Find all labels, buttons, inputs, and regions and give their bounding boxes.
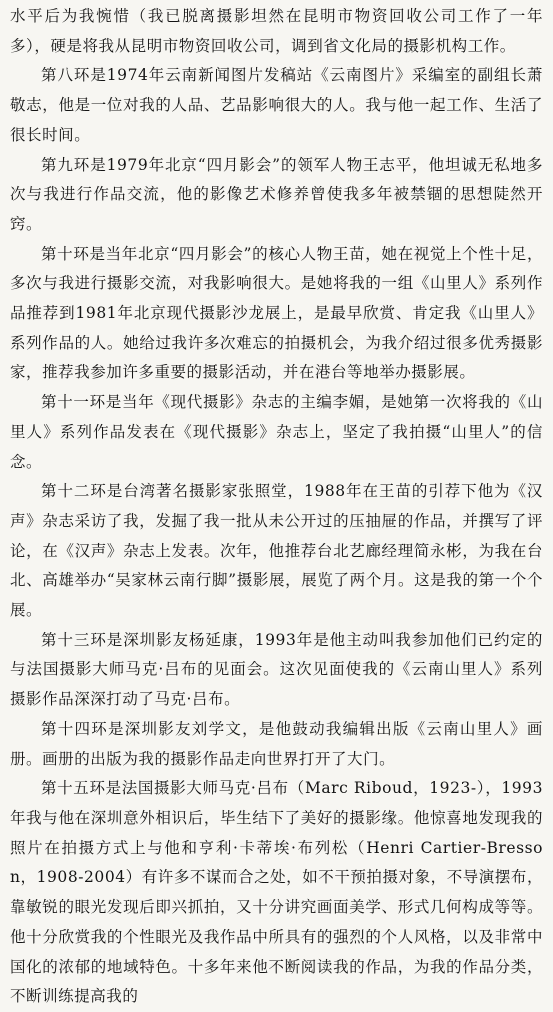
- paragraph-eleventh-link: 第十一环是当年《现代摄影》杂志的主编李媚，是她第一次将我的《山里人》系列作品发表在《现代摄影》杂志上，坚定了我拍摄“山里人”的信念。: [10, 393, 543, 471]
- paragraph-continuation: 水平后为我惋惜（我已脱离摄影坦然在昆明市物资回收公司工作了一年多），硬是将我从昆明市物资回收公司，调到省文化局的摄影机构工作。: [10, 7, 543, 55]
- paragraph-twelfth-link: 第十二环是台湾著名摄影家张照堂，1988年在王苗的引荐下他为《汉声》杂志采访了我，发掘了我一批从未公开过的压抽屉的作品，并撰写了评论，在《汉声》杂志上发表。次年，他推荐台北艺廊经理简永彬，为我在台北、高雄举办“吴家林云南行脚”摄影展，展览了两个月。这是我的第一个个展。: [10, 482, 543, 620]
- paragraph-fourteenth-link: 第十四环是深圳影友刘学文，是他鼓动我编辑出版《云南山里人》画册。画册的出版为我的摄影作品走向世界打开了大门。: [10, 719, 543, 768]
- paragraph-eighth-link: 第八环是1974年云南新闻图片发稿站《云南图片》采编室的副组长萧敬志，他是一位对我的人品、艺品影响很大的人。我与他一起工作、生活了很长时间。: [10, 66, 543, 144]
- paragraph-fifteenth-link: 第十五环是法国摄影大师马克·吕布（Marc Riboud，1923-），1993年我与他在深圳意外相识后，毕生结下了美好的摄影缘。他惊喜地发现我的照片在拍摄方式上与他和亨利·卡蒂埃·布列松（Henri Cartier-Bresson，1908-2004）有许多不谋而合之处，如不干预拍摄对象，不导演摆布，靠敏锐的眼光发现后即兴抓拍，又十分讲究画面美学、形式几何构成等等。他十分欣赏我的个性眼光及我作品中所具有的强烈的个人风格，以及非常中国化的浓郁的地域特色。十多年来他不断阅读我的作品，为我的作品分类，不断训练提高我的: [10, 779, 543, 1006]
- paragraph-tenth-link: 第十环是当年北京“四月影会”的核心人物王苗，她在视觉上个性十足，多次与我进行摄影交流，对我影响很大。是她将我的一组《山里人》系列作品推荐到1981年北京现代摄影沙龙展上，是最早欣赏、肯定我《山里人》系列作品的人。她给过我许多次难忘的拍摄机会，为我介绍过很多优秀摄影家，推荐我参加许多重要的摄影活动，并在港台等地举办摄影展。: [10, 244, 543, 382]
- book-page: [0, 2, 553, 1006]
- paragraph-ninth-link: 第九环是1979年北京“四月影会”的领军人物王志平，他坦诚无私地多次与我进行作品交流，他的影像艺术修养曾使我多年被禁锢的思想陡然开窍。: [10, 155, 543, 233]
- paragraph-thirteenth-link: 第十三环是深圳影友杨延康，1993年是他主动叫我参加他们已约定的与法国摄影大师马克·吕布的见面会。这次见面使我的《云南山里人》系列摄影作品深深打动了马克·吕布。: [10, 630, 543, 709]
